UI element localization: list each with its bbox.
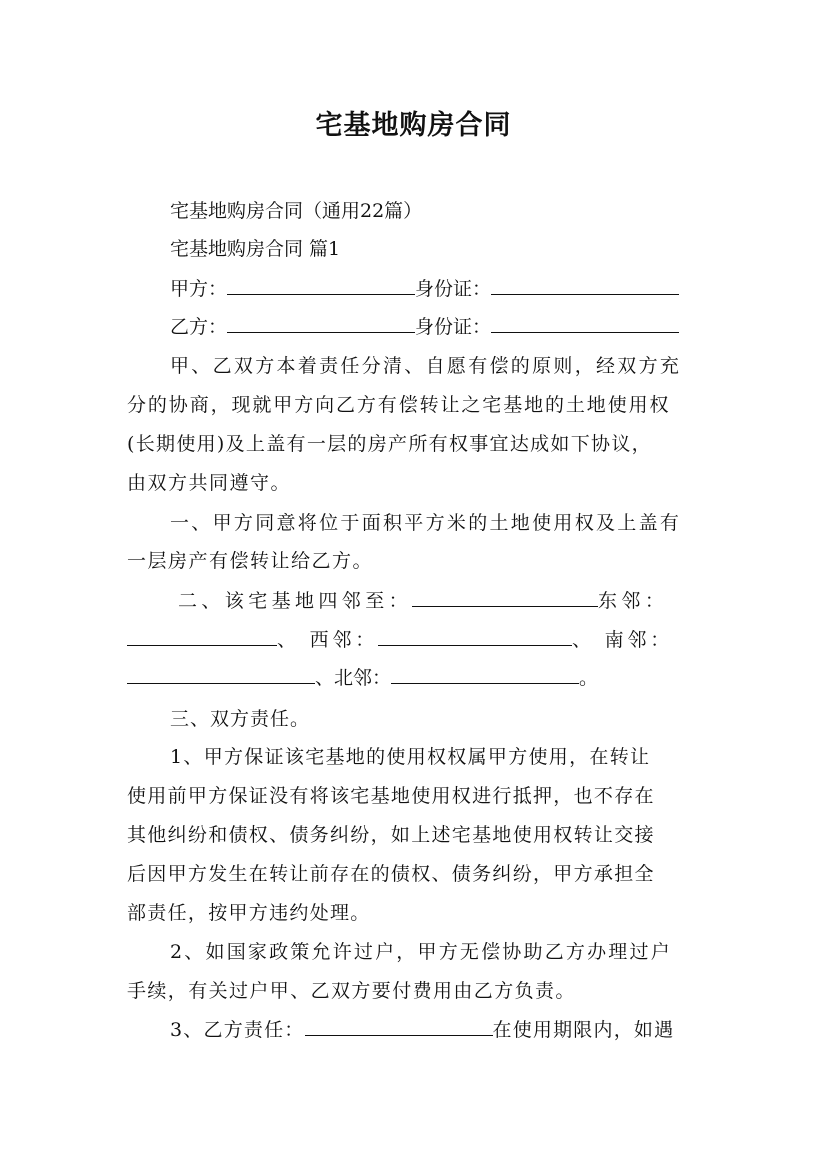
clause-2-line-1 [178, 588, 668, 614]
clause-3-3-line [170, 1017, 674, 1043]
north-neighbor-label: 、北邻： [315, 667, 392, 689]
clause-3-1-line: 1、甲方保证该宅基地的使用权权属甲方使用，在转让 [170, 746, 651, 768]
south-neighbor-blank [127, 665, 315, 684]
party-b-blank [227, 314, 415, 333]
clause-2-line-3 [127, 665, 598, 691]
clause-3-3-prefix: 3、乙方责任： [170, 1019, 305, 1041]
document-subtitle: 宅基地购房合同（通用22篇） [170, 200, 423, 222]
paragraph-line: 由双方共同遵守。 [127, 472, 292, 494]
party-b-id-label: 身份证： [415, 316, 492, 338]
clause-3-2-line: 2、如国家政策允许过户，甲方无偿协助乙方办理过户 [170, 941, 672, 963]
party-a-line [170, 276, 679, 302]
clause-2-end: 。 [579, 667, 599, 689]
party-b-label: 乙方： [170, 316, 228, 338]
clause-3-1-line: 其他纠纷和债权、债务纠纷，如上述宅基地使用权转让交接 [127, 824, 655, 846]
east-neighbor-blank [127, 627, 277, 646]
party-a-id-label: 身份证： [415, 278, 492, 300]
party-b-id-blank [491, 314, 679, 333]
party-a-label: 甲方： [170, 278, 228, 300]
east-neighbor-label: 东邻： [598, 590, 669, 612]
paragraph-line: 甲、乙双方本着责任分清、自愿有偿的原则，经双方充 [170, 355, 682, 377]
south-neighbor-label: 、 南邻： [572, 629, 674, 651]
paragraph-line: 分的协商，现就甲方向乙方有偿转让之宅基地的土地使用权 [127, 394, 671, 416]
document-title: 宅基地购房合同 [315, 110, 512, 141]
clause-2-line-2 [127, 627, 673, 653]
clause-2-blank [412, 588, 598, 607]
north-neighbor-blank [391, 665, 579, 684]
party-a-blank [227, 276, 415, 295]
clause-3-3-blank [305, 1017, 493, 1036]
clause-1-line: 一、甲方同意将位于面积平方米的土地使用权及上盖有 [170, 512, 682, 534]
west-neighbor-blank [378, 627, 572, 646]
paragraph-line: (长期使用)及上盖有一层的房产所有权事宜达成如下协议， [127, 433, 652, 455]
clause-2-prefix: 二、该宅基地四邻至： [178, 590, 413, 612]
party-b-line [170, 314, 679, 340]
clause-1-line: 一层房产有偿转让给乙方。 [127, 550, 374, 572]
party-a-id-blank [491, 276, 679, 295]
clause-3-2-line: 手续，有关过户甲、乙双方要付费用由乙方负责。 [127, 980, 576, 1002]
clause-3-1-line: 部责任，按甲方违约处理。 [127, 902, 371, 924]
clause-3-3-suffix: 在使用期限内，如遇 [492, 1019, 675, 1041]
west-neighbor-label: 、 西邻： [277, 629, 379, 651]
clause-3-1-line: 使用前甲方保证没有将该宅基地使用权进行抵押，也不存在 [127, 785, 655, 807]
clause-3-heading: 三、双方责任。 [170, 708, 311, 730]
clause-3-1-line: 后因甲方发生在转让前存在的债权、债务纠纷，甲方承担全 [127, 863, 655, 885]
section-heading: 宅基地购房合同 篇1 [170, 238, 341, 260]
